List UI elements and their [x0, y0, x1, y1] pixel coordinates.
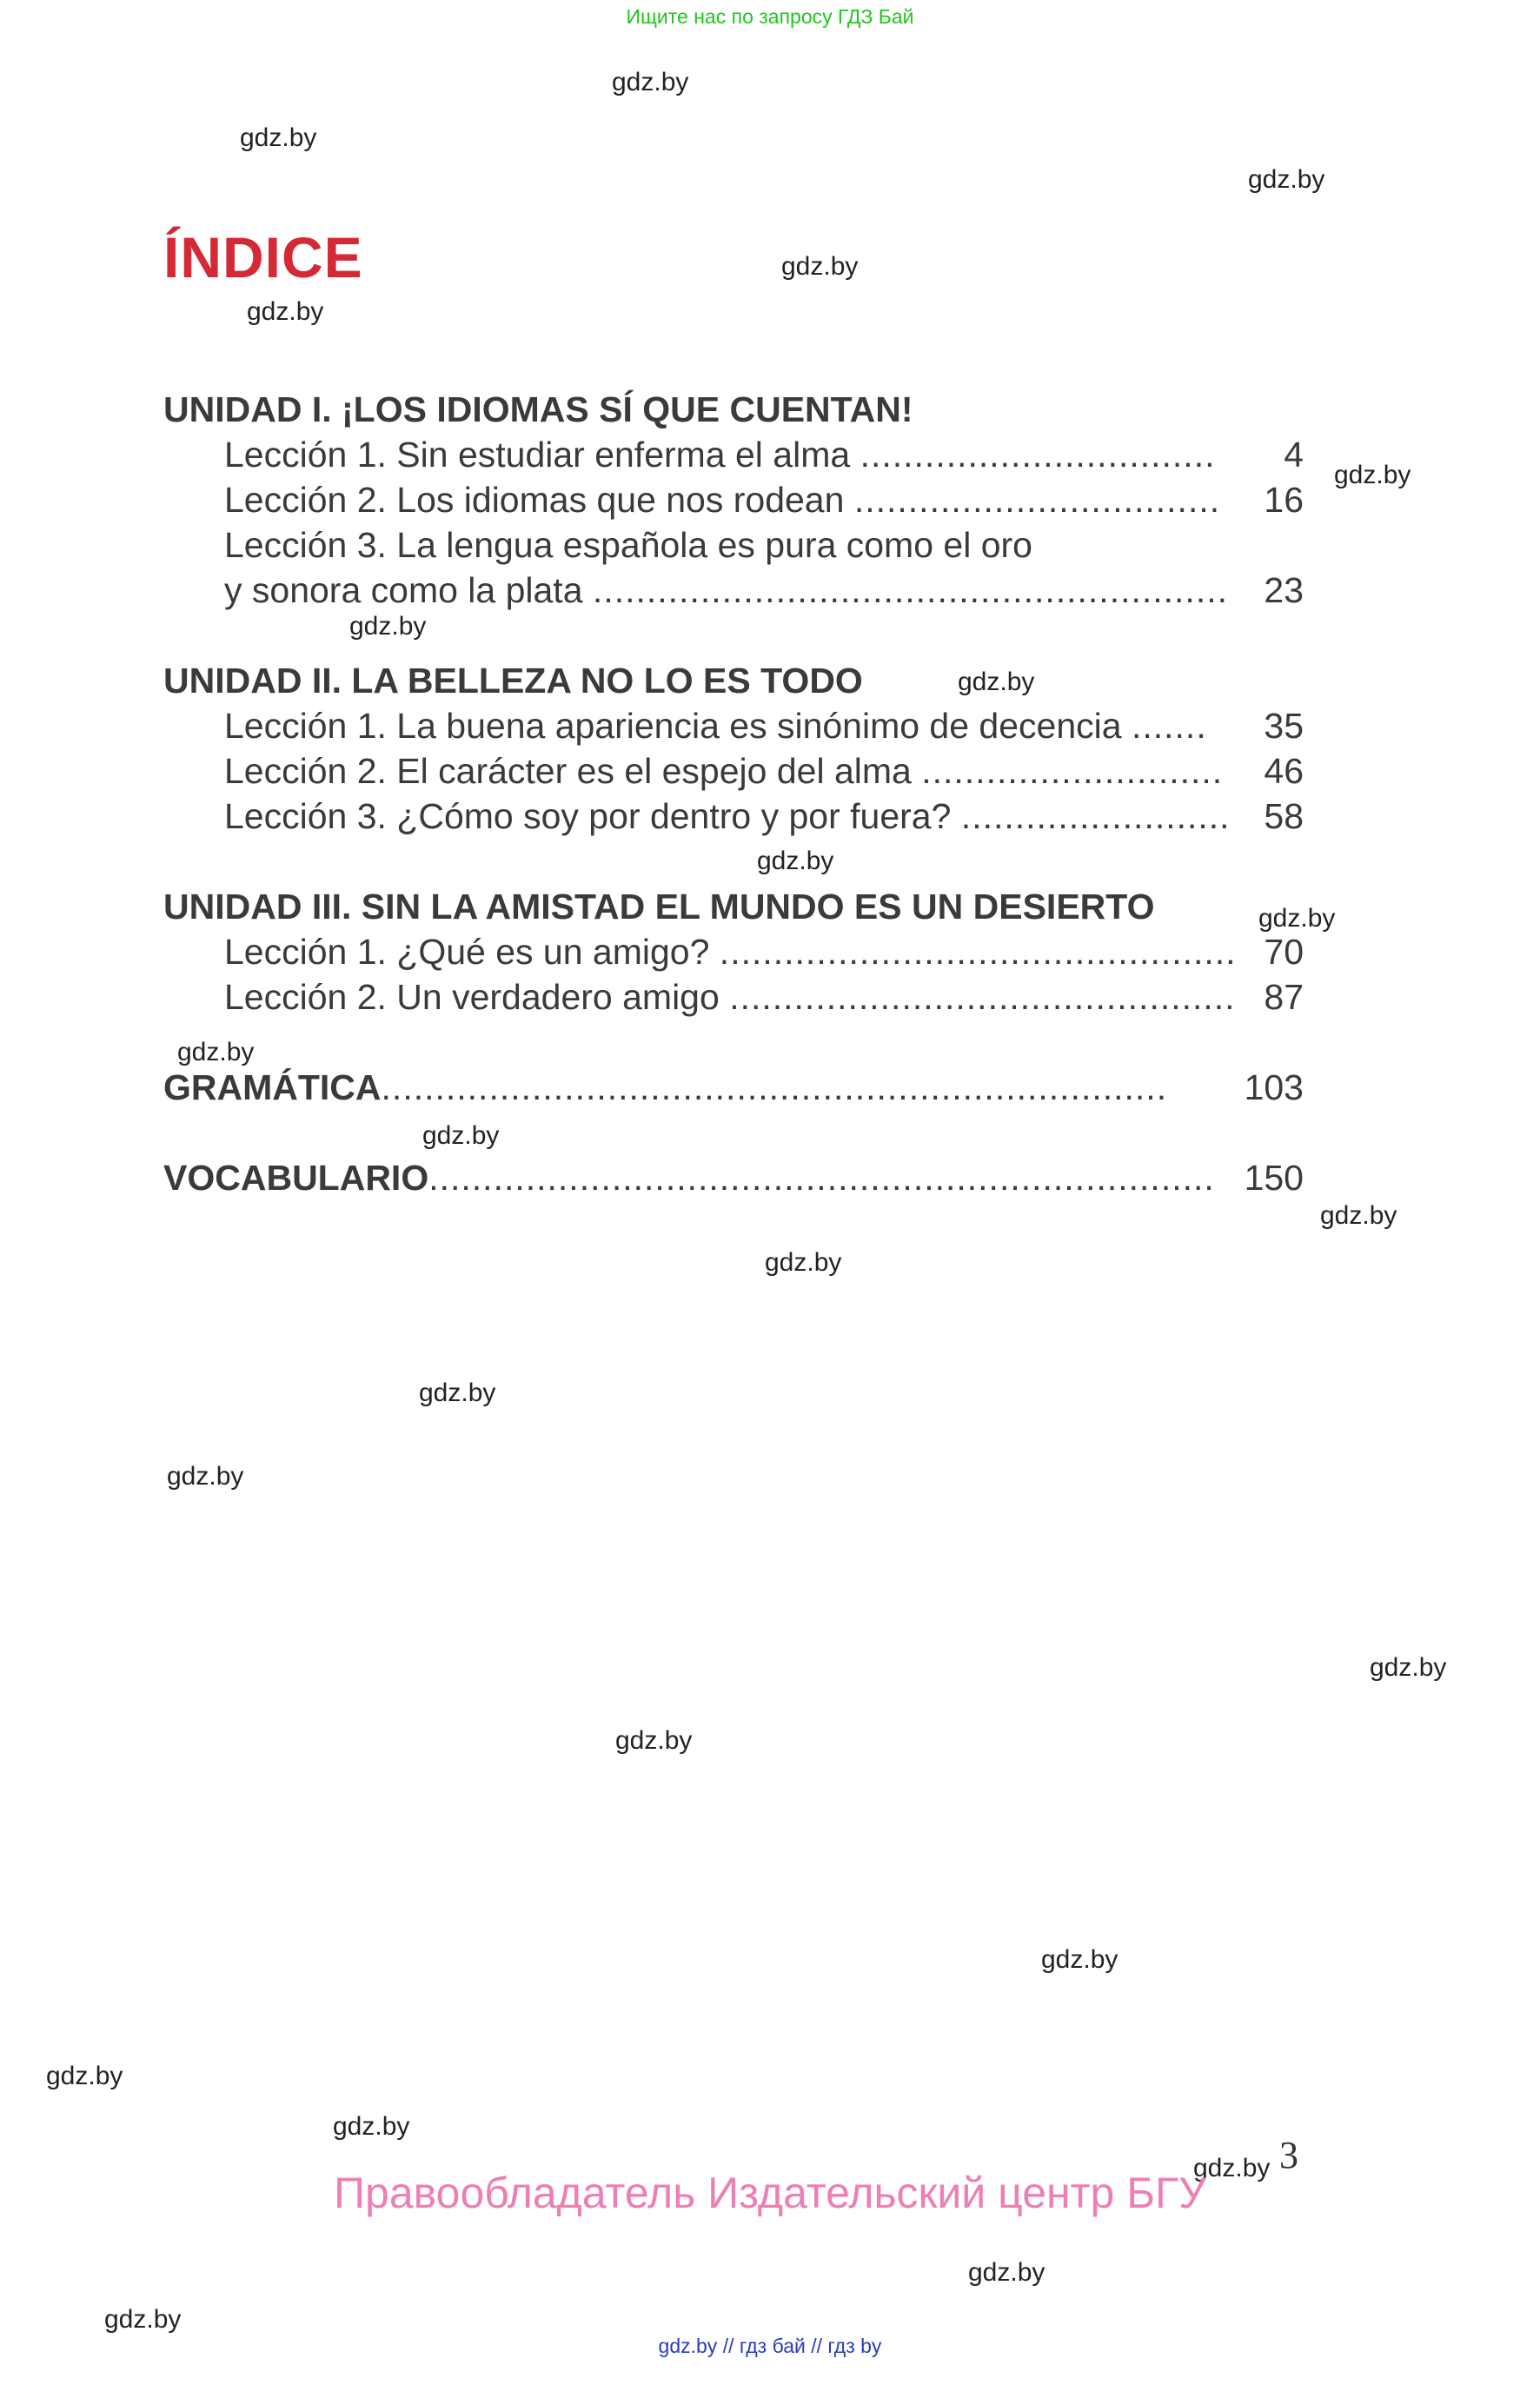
search-hint-banner: Ищите нас по запросу ГДЗ Бай [626, 5, 914, 28]
toc-page-number: 70 [1264, 932, 1304, 972]
watermark: gdz.by [104, 2305, 182, 2334]
watermark: gdz.by [781, 252, 859, 281]
page-number: 3 [1279, 2134, 1298, 2176]
toc-page-number: 58 [1264, 796, 1304, 836]
unit-title: UNIDAD III. SIN LA AMISTAD EL MUNDO ES UN DESIERTO [163, 887, 1155, 927]
unit-title: UNIDAD II. LA BELLEZA NO LO ES TODO [163, 661, 863, 701]
toc-entry: y sonora como la plata ........................................................... [224, 570, 1228, 610]
watermark: gdz.by [1258, 904, 1336, 933]
toc-entry: Lección 2. Los idiomas que nos rodean .................................. [224, 480, 1221, 520]
watermark: gdz.by [765, 1248, 842, 1277]
watermark: gdz.by [46, 2062, 123, 2090]
toc-page-number: 35 [1264, 706, 1304, 746]
toc-section-grammar: GRAMÁTICA......................................................................... [163, 1067, 1168, 1107]
watermark: gdz.by [968, 2258, 1045, 2287]
toc-page-number: 87 [1264, 977, 1304, 1017]
toc-page-number: 46 [1264, 751, 1304, 791]
watermark: gdz.by [958, 668, 1035, 696]
watermark: gdz.by [167, 1462, 244, 1491]
toc-entry: Lección 3. La lengua española es pura como el oro [224, 525, 1032, 565]
watermark: gdz.by [419, 1379, 496, 1407]
watermark: gdz.by [615, 1726, 693, 1755]
watermark: gdz.by [247, 297, 324, 326]
toc-entry: Lección 3. ¿Cómo soy por dentro y por fuera? ......................... [224, 796, 1231, 836]
watermark: gdz.by [1334, 461, 1411, 489]
watermark: gdz.by [1041, 1945, 1118, 1974]
toc-section-vocabulary: VOCABULARIO......................................................................... [163, 1158, 1215, 1198]
toc-page-number: 16 [1264, 480, 1304, 520]
watermark: gdz.by [1248, 165, 1325, 194]
watermark: gdz.by [422, 1121, 500, 1150]
toc-entry: Lección 1. ¿Qué es un amigo? ................................................ [224, 932, 1237, 972]
toc-entry: Lección 2. Un verdadero amigo ............................................... [224, 977, 1236, 1017]
watermark: gdz.by [757, 847, 834, 875]
footer-links: gdz.by // гдз бай // гдз by [658, 2335, 882, 2357]
watermark: gdz.by [1193, 2154, 1271, 2182]
page-title: ÍNDICE [163, 225, 363, 289]
watermark: gdz.by [333, 2112, 410, 2141]
toc-entry: Lección 2. El carácter es el espejo del alma ............................ [224, 751, 1224, 791]
toc-page-number: 23 [1264, 570, 1304, 610]
watermark: gdz.by [1320, 1201, 1397, 1230]
toc-entry: Lección 1. La buena apariencia es sinónimo de decencia ....... [224, 706, 1207, 746]
rights-holder-notice: Правообладатель Издательский центр БГУ [334, 2169, 1206, 2217]
watermark: gdz.by [177, 1038, 255, 1066]
watermark: gdz.by [1370, 1653, 1447, 1682]
toc-page-number: 4 [1284, 435, 1304, 475]
toc-page-number: 150 [1244, 1158, 1304, 1198]
watermark: gdz.by [612, 68, 689, 96]
toc-page-number: 103 [1244, 1067, 1304, 1107]
watermark: gdz.by [240, 123, 317, 152]
toc-entry: Lección 1. Sin estudiar enferma el alma ................................. [224, 435, 1216, 475]
watermark: gdz.by [349, 612, 427, 641]
unit-title: UNIDAD I. ¡LOS IDIOMAS SÍ QUE CUENTAN! [163, 389, 913, 429]
